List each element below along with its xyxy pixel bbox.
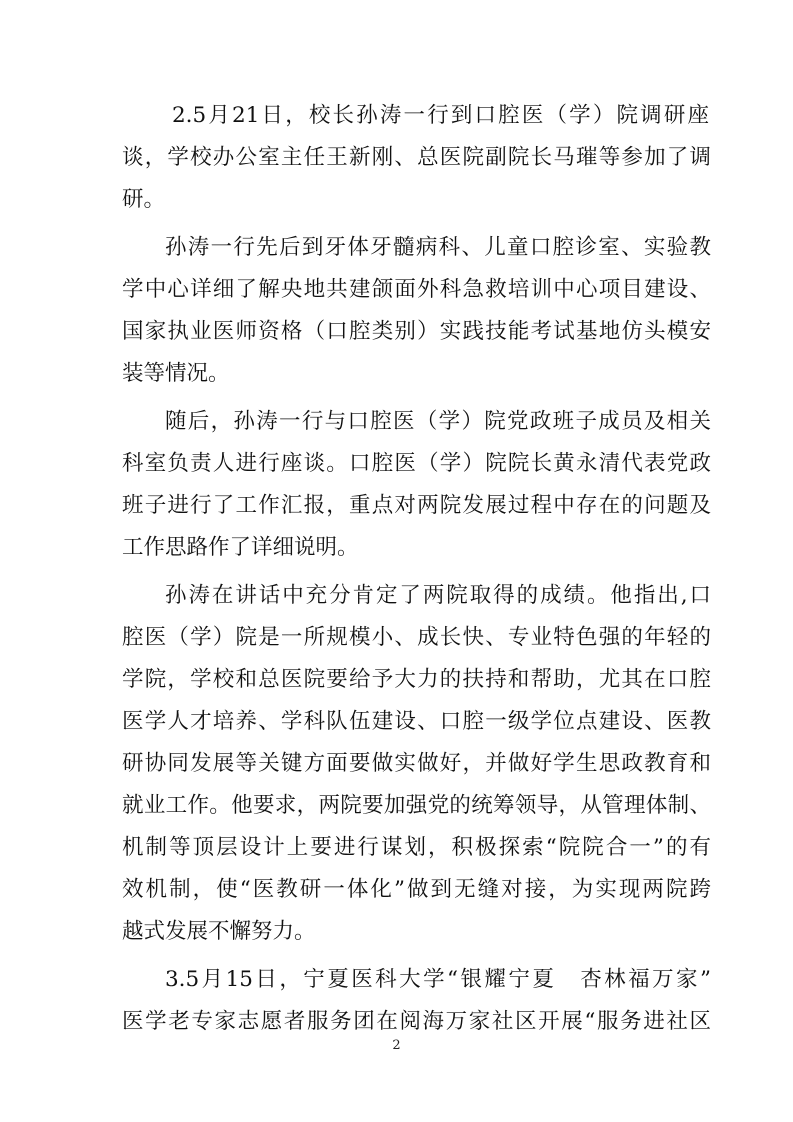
text-line: 科室负责人进行座谈。口腔医（学）院院长黄永清代表党政 (122, 451, 711, 476)
text-line: 随后，孙涛一行与口腔医（学）院党政班子成员及相关 (165, 409, 711, 434)
text-line: 工作思路作了详细说明。 (122, 535, 359, 560)
text-line: 孙涛在讲话中充分肯定了两院取得的成绩。他指出,口 (165, 583, 711, 608)
text-line: 效机制，使“医教研一体化”做到无缝对接，为实现两院跨 (122, 877, 711, 902)
text-line: 学中心详细了解央地共建颌面外科急救培训中心项目建设、 (122, 277, 711, 302)
text-line: 医学老专家志愿者服务团在阅海万家社区开展“服务进社区 (122, 1009, 711, 1034)
text-line: 医学人才培养、学科队伍建设、口腔一级学位点建设、医教 (122, 709, 711, 734)
text-line: 研。 (122, 187, 166, 212)
text-line: 国家执业医师资格（口腔类别）实践技能考试基地仿头模安 (122, 319, 711, 344)
text-line: 腔医（学）院是一所规模小、成长快、专业特色强的年轻的 (122, 625, 711, 650)
text-line: 2.5月21日，校长孙涛一行到口腔医（学）院调研座 (172, 103, 709, 128)
text-line: 就业工作。他要求，两院要加强党的统筹领导，从管理体制、 (122, 793, 711, 818)
text-line: 3.5月15日，宁夏医科大学“银耀宁夏 杏林福万家” (165, 967, 711, 992)
text-line: 研协同发展等关键方面要做实做好，并做好学生思政教育和 (122, 751, 711, 776)
page-number: 2 (392, 1038, 401, 1053)
text-line: 装等情况。 (122, 361, 230, 386)
text-line: 班子进行了工作汇报，重点对两院发展过程中存在的问题及 (122, 493, 711, 518)
text-line: 谈，学校办公室主任王新刚、总医院副院长马璀等参加了调 (122, 145, 711, 170)
text-line: 学院，学校和总医院要给予大力的扶持和帮助，尤其在口腔 (122, 667, 711, 692)
text-line: 越式发展不懈努力。 (122, 919, 316, 944)
text-line: 机制等顶层设计上要进行谋划，积极探索“院院合一”的有 (122, 835, 711, 860)
text-line: 孙涛一行先后到牙体牙髓病科、儿童口腔诊室、实验教 (165, 235, 711, 260)
